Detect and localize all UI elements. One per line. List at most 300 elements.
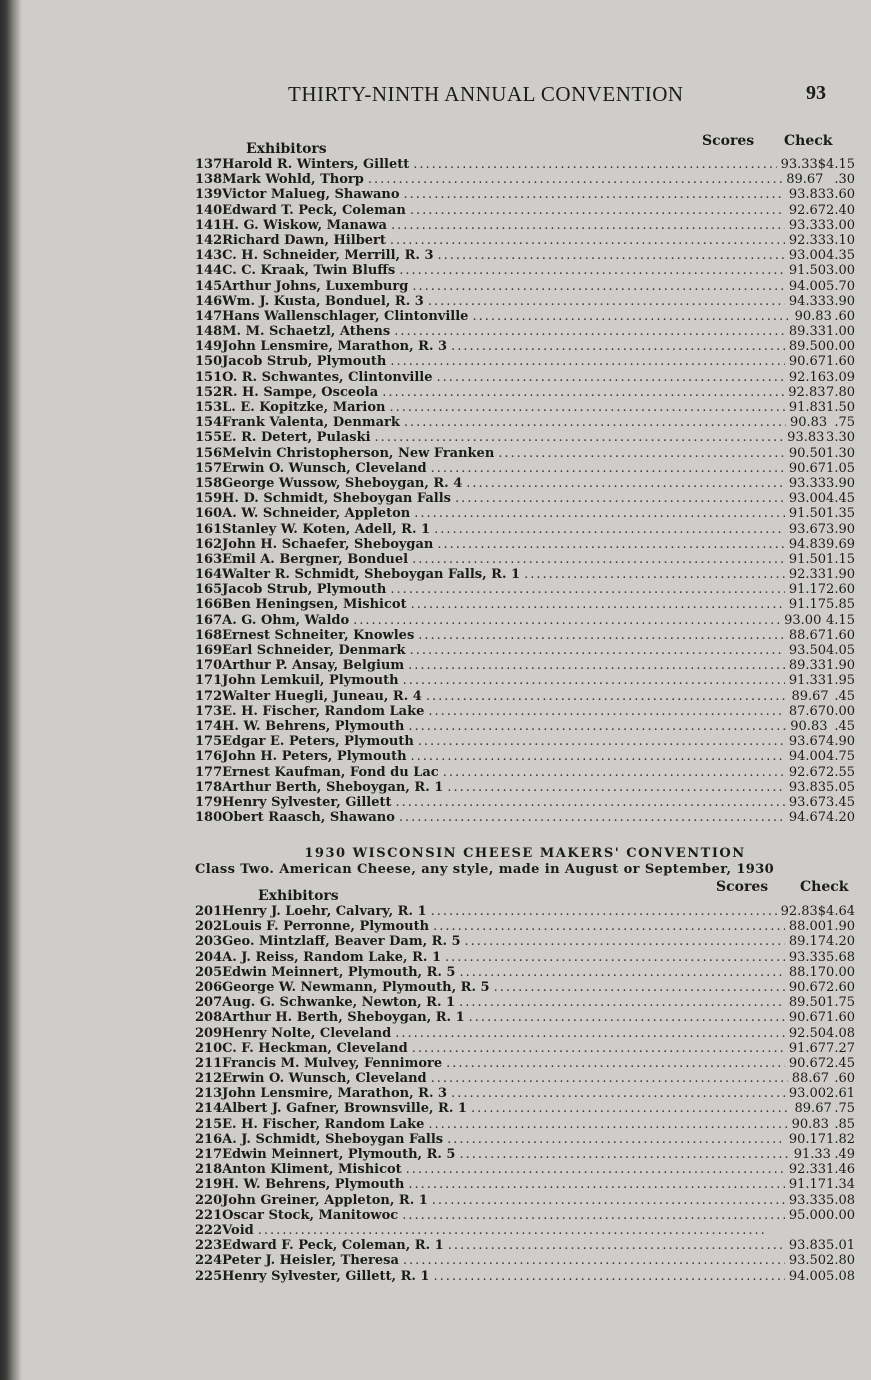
check-amount: 4.45 bbox=[826, 491, 855, 507]
entry-number: 203 bbox=[195, 934, 223, 950]
table-row bbox=[195, 1253, 855, 1268]
exhibitors-header-2: Exhibitors bbox=[258, 888, 339, 904]
entry-number: 151 bbox=[195, 369, 223, 385]
score-value: 91.33 bbox=[793, 1147, 831, 1162]
table-row bbox=[195, 339, 855, 354]
check-amount: 3.00 bbox=[826, 263, 855, 279]
score-value: 89.17 bbox=[788, 934, 827, 950]
table-row bbox=[195, 1147, 855, 1162]
section-subtitle: Class Two. American Cheese, any style, made in August or September, 1930 bbox=[195, 862, 775, 877]
entry-number: 154 bbox=[195, 415, 223, 431]
table-row bbox=[195, 658, 855, 673]
entry-number: 204 bbox=[195, 949, 223, 965]
table-row bbox=[195, 919, 855, 934]
entry-number: 171 bbox=[195, 673, 223, 689]
check-amount: 4.20 bbox=[826, 810, 855, 826]
table-row bbox=[195, 263, 855, 278]
dot-leader bbox=[412, 279, 785, 294]
score-value: 91.33 bbox=[788, 673, 827, 689]
score-value: 92.16 bbox=[788, 369, 827, 385]
check-amount: .45 bbox=[834, 688, 855, 704]
entry-number: 170 bbox=[195, 658, 223, 674]
exhibitor-name: H. G. Wiskow, Manawa bbox=[222, 217, 387, 233]
exhibitor-name: Louis F. Perronne, Plymouth bbox=[222, 919, 430, 935]
dot-leader bbox=[382, 385, 784, 400]
entry-number: 169 bbox=[195, 643, 223, 658]
score-value: 93.83 bbox=[787, 430, 825, 446]
exhibitor-name: Henry Nolte, Cleveland bbox=[222, 1025, 392, 1041]
entry-number: 173 bbox=[195, 703, 223, 719]
exhibitor-name: Void bbox=[222, 1222, 254, 1238]
table-row bbox=[195, 780, 855, 795]
score-value: 94.83 bbox=[788, 536, 827, 552]
table-row bbox=[195, 567, 855, 582]
entry-number: 225 bbox=[195, 1268, 223, 1284]
check-amount: 0.00 bbox=[826, 339, 855, 355]
dot-leader bbox=[411, 597, 785, 612]
table-row bbox=[195, 400, 855, 415]
entry-number: 160 bbox=[195, 506, 223, 522]
entry-number: 162 bbox=[195, 536, 223, 552]
exhibitor-name: Victor Malueg, Shawano bbox=[222, 187, 400, 203]
dot-leader bbox=[494, 980, 785, 995]
dot-leader bbox=[403, 1253, 785, 1268]
table-row bbox=[195, 965, 855, 980]
score-value: 91.17 bbox=[788, 1177, 827, 1193]
entry-number: 221 bbox=[195, 1207, 223, 1223]
score-value: 90.83 bbox=[794, 308, 832, 324]
entry-number: 161 bbox=[195, 521, 223, 537]
check-amount: 5.05 bbox=[826, 779, 855, 795]
entry-number: 206 bbox=[195, 979, 223, 995]
check-amount: .60 bbox=[834, 1071, 855, 1087]
dot-leader bbox=[411, 749, 785, 764]
exhibitor-name: L. E. Kopitzke, Marion bbox=[222, 400, 386, 415]
exhibitor-name: John Lensmire, Marathon, R. 3 bbox=[222, 339, 448, 355]
table-row bbox=[195, 1238, 855, 1253]
score-value: 92.83 bbox=[780, 904, 818, 919]
exhibitor-name: Anton Kliment, Mishicot bbox=[222, 1162, 402, 1178]
table-row bbox=[195, 1269, 855, 1284]
score-value: 90.83 bbox=[790, 718, 828, 734]
dot-leader bbox=[412, 1041, 785, 1056]
dot-leader bbox=[434, 522, 785, 537]
check-amount: 4.75 bbox=[826, 749, 855, 765]
check-amount: .75 bbox=[834, 415, 855, 431]
table-row bbox=[195, 810, 855, 825]
score-value: 93.50 bbox=[788, 643, 827, 658]
check-amount: 0.00 bbox=[826, 1207, 855, 1223]
exhibitor-name: Earl Schneider, Denmark bbox=[222, 643, 406, 658]
exhibitor-name: Jacob Strub, Plymouth bbox=[222, 354, 387, 370]
score-value: 93.33 bbox=[788, 1192, 827, 1208]
exhibitor-name: Henry J. Loehr, Calvary, R. 1 bbox=[222, 904, 427, 919]
dot-leader bbox=[406, 1162, 785, 1177]
exhibitor-name: Edwin Meinnert, Plymouth, R. 5 bbox=[222, 1147, 456, 1162]
score-value: 93.33 bbox=[788, 217, 827, 233]
entry-number: 180 bbox=[195, 810, 223, 826]
table-row bbox=[195, 1071, 855, 1086]
table-row bbox=[195, 950, 855, 965]
exhibitor-name: Stanley W. Koten, Adell, R. 1 bbox=[222, 521, 431, 537]
score-value: 92.83 bbox=[788, 384, 826, 400]
table-row bbox=[195, 1010, 855, 1025]
check-amount: 1.90 bbox=[826, 919, 855, 935]
dot-leader bbox=[394, 324, 785, 339]
check-amount: 1.60 bbox=[826, 627, 855, 643]
dot-leader bbox=[437, 370, 785, 385]
entry-number: 158 bbox=[195, 475, 223, 491]
check-amount: 3.10 bbox=[826, 232, 855, 248]
score-value: 91.50 bbox=[788, 551, 827, 567]
table-row bbox=[195, 643, 855, 658]
dot-leader bbox=[414, 506, 785, 521]
exhibitor-name: Erwin O. Wunsch, Cleveland bbox=[222, 460, 427, 476]
dot-leader bbox=[413, 157, 776, 172]
table-row bbox=[195, 995, 855, 1010]
score-value: 89.50 bbox=[788, 339, 827, 355]
check-amount: 4.15 bbox=[826, 612, 855, 628]
check-amount: 1.46 bbox=[826, 1162, 855, 1178]
check-amount: 5.85 bbox=[826, 597, 855, 613]
table-row bbox=[195, 1223, 855, 1238]
dot-leader bbox=[466, 476, 785, 491]
table-row bbox=[195, 613, 855, 628]
exhibitor-name: Arthur Berth, Sheboygan, R. 1 bbox=[222, 779, 444, 795]
score-value: 94.00 bbox=[788, 278, 827, 294]
check-header-2: Check bbox=[800, 879, 849, 895]
table-row bbox=[195, 354, 855, 369]
score-value: 90.67 bbox=[788, 1010, 827, 1026]
dot-leader bbox=[426, 689, 788, 704]
score-value: 90.83 bbox=[791, 1116, 829, 1132]
check-amount: 3.90 bbox=[826, 521, 855, 537]
table-row bbox=[195, 1086, 855, 1101]
exhibitor-name: H. W. Behrens, Plymouth bbox=[222, 718, 405, 734]
check-amount: .45 bbox=[834, 718, 855, 734]
dot-leader bbox=[472, 309, 790, 324]
dot-leader bbox=[445, 950, 785, 965]
entry-number: 140 bbox=[195, 202, 223, 218]
table-row bbox=[195, 673, 855, 688]
score-value: 93.50 bbox=[788, 1253, 827, 1269]
exhibitor-name: Arthur Johns, Luxemburg bbox=[222, 278, 409, 294]
check-amount: 1.15 bbox=[826, 551, 855, 567]
table-row bbox=[195, 233, 855, 248]
score-value: 94.33 bbox=[788, 293, 827, 309]
dot-leader bbox=[390, 354, 784, 369]
dot-leader bbox=[459, 965, 784, 980]
exhibitor-name: Ernest Schneiter, Knowles bbox=[222, 627, 415, 643]
check-amount: 5.01 bbox=[826, 1238, 855, 1254]
score-value: 91.50 bbox=[788, 263, 827, 279]
entry-number: 153 bbox=[195, 400, 223, 415]
table-row bbox=[195, 795, 855, 810]
exhibitor-name: Richard Dawn, Hilbert bbox=[222, 232, 386, 248]
exhibitor-name: M. M. Schaetzl, Athens bbox=[222, 324, 391, 340]
entry-number: 144 bbox=[195, 263, 223, 279]
check-amount: 1.00 bbox=[826, 324, 855, 340]
exhibitors-header: Exhibitors bbox=[246, 141, 327, 157]
entry-number: 176 bbox=[195, 749, 223, 765]
entry-number: 214 bbox=[195, 1101, 223, 1117]
results-table-1 bbox=[195, 157, 855, 825]
dot-leader bbox=[451, 339, 785, 354]
check-amount: 2.60 bbox=[826, 582, 855, 598]
page-number: 93 bbox=[806, 82, 826, 104]
table-row bbox=[195, 309, 855, 324]
exhibitor-name: John H. Peters, Plymouth bbox=[222, 749, 407, 765]
entry-number: 150 bbox=[195, 354, 223, 370]
table-row bbox=[195, 1208, 855, 1223]
dot-leader bbox=[408, 719, 786, 734]
entry-number: 174 bbox=[195, 718, 223, 734]
exhibitor-name: Walter Huegli, Juneau, R. 4 bbox=[222, 688, 422, 704]
check-amount: 0.00 bbox=[826, 703, 855, 719]
dot-leader bbox=[391, 218, 785, 233]
entry-number: 142 bbox=[195, 232, 223, 248]
score-value: 91.17 bbox=[788, 582, 827, 598]
check-amount: 1.75 bbox=[826, 995, 855, 1011]
dot-leader bbox=[433, 1269, 784, 1284]
table-row bbox=[195, 1177, 855, 1192]
exhibitor-name: Edward T. Peck, Coleman bbox=[222, 202, 406, 218]
check-amount: 4.08 bbox=[826, 1025, 855, 1041]
entry-number: 212 bbox=[195, 1071, 223, 1087]
entry-number: 209 bbox=[195, 1025, 223, 1041]
check-amount: 3.90 bbox=[826, 475, 855, 491]
dot-leader bbox=[447, 1132, 785, 1147]
entry-number: 207 bbox=[195, 995, 223, 1011]
table-row bbox=[195, 1041, 855, 1056]
dot-leader bbox=[448, 1238, 785, 1253]
table-row bbox=[195, 324, 855, 339]
exhibitor-name: A. J. Reiss, Random Lake, R. 1 bbox=[222, 949, 441, 965]
table-row bbox=[195, 719, 855, 734]
table-row bbox=[195, 279, 855, 294]
check-amount: 1.05 bbox=[826, 460, 855, 476]
score-value: 93.83 bbox=[788, 187, 827, 203]
table-row bbox=[195, 415, 855, 430]
exhibitor-name: Walter R. Schmidt, Sheboygan Falls, R. 1 bbox=[222, 567, 521, 583]
dot-leader bbox=[410, 203, 785, 218]
entry-number: 139 bbox=[195, 187, 223, 203]
score-value: 90.67 bbox=[788, 979, 827, 995]
score-value: 89.67 bbox=[786, 172, 824, 188]
check-amount: 9.69 bbox=[826, 536, 855, 552]
dot-leader bbox=[524, 567, 785, 582]
entry-number: 166 bbox=[195, 597, 223, 613]
exhibitor-name: Arthur P. Ansay, Belgium bbox=[222, 658, 405, 674]
check-amount: 3.30 bbox=[826, 430, 855, 446]
score-value: 89.33 bbox=[788, 324, 827, 340]
check-amount: 5.68 bbox=[826, 949, 855, 965]
entry-number: 202 bbox=[195, 919, 223, 935]
dot-leader bbox=[459, 995, 785, 1010]
dot-leader bbox=[389, 400, 784, 415]
table-row bbox=[195, 689, 855, 704]
check-amount: 1.95 bbox=[826, 673, 855, 689]
dot-leader bbox=[410, 643, 785, 658]
score-value: 94.67 bbox=[788, 810, 827, 826]
entry-number: 165 bbox=[195, 582, 223, 598]
section-title: 1930 WISCONSIN CHEESE MAKERS' CONVENTION bbox=[304, 846, 746, 861]
table-row bbox=[195, 1162, 855, 1177]
score-value: 89.33 bbox=[788, 658, 827, 674]
check-amount: 3.45 bbox=[826, 794, 855, 810]
table-row bbox=[195, 1056, 855, 1071]
check-amount: 4.05 bbox=[826, 643, 855, 658]
exhibitor-name: C. H. Schneider, Merrill, R. 3 bbox=[222, 248, 434, 264]
entry-number: 223 bbox=[195, 1238, 223, 1254]
table-row bbox=[195, 749, 855, 764]
exhibitor-name: Francis M. Mulvey, Fennimore bbox=[222, 1055, 443, 1071]
table-row bbox=[195, 980, 855, 995]
check-amount: 0.00 bbox=[826, 964, 855, 980]
exhibitor-name: John H. Schaefer, Sheboygan bbox=[222, 536, 434, 552]
table-row bbox=[195, 582, 855, 597]
exhibitor-name: A. J. Schmidt, Sheboygan Falls bbox=[222, 1131, 444, 1147]
table-row bbox=[195, 704, 855, 719]
entry-number: 163 bbox=[195, 551, 223, 567]
dot-leader bbox=[455, 491, 785, 506]
table-row bbox=[195, 506, 855, 521]
exhibitor-name: H. W. Behrens, Plymouth bbox=[222, 1177, 405, 1193]
check-amount: 5.70 bbox=[826, 278, 855, 294]
entry-number: 159 bbox=[195, 491, 223, 507]
dot-leader bbox=[353, 613, 780, 628]
table-row bbox=[195, 934, 855, 949]
check-amount: 2.61 bbox=[826, 1086, 855, 1102]
entry-number: 167 bbox=[195, 612, 223, 628]
entry-number: 177 bbox=[195, 764, 223, 780]
score-value: 88.67 bbox=[788, 627, 827, 643]
exhibitor-name: Edgar E. Peters, Plymouth bbox=[222, 734, 414, 750]
entry-number: 137 bbox=[195, 157, 223, 172]
score-value: 93.00 bbox=[788, 248, 827, 264]
dot-leader bbox=[469, 1010, 785, 1025]
check-amount: 1.35 bbox=[826, 506, 855, 522]
scores-header-2: Scores bbox=[716, 879, 769, 895]
dot-leader bbox=[408, 1177, 784, 1192]
dot-leader bbox=[368, 172, 782, 187]
entry-number: 148 bbox=[195, 324, 223, 340]
score-value: 93.33 bbox=[788, 949, 827, 965]
check-amount: 1.82 bbox=[826, 1131, 855, 1147]
table-row bbox=[195, 203, 855, 218]
score-value: 93.67 bbox=[788, 794, 827, 810]
dot-leader bbox=[471, 1101, 791, 1116]
entry-number: 218 bbox=[195, 1162, 223, 1178]
check-amount: 1.30 bbox=[826, 445, 855, 461]
exhibitor-name: Melvin Christopherson, New Franken bbox=[222, 445, 495, 461]
table-row bbox=[195, 461, 855, 476]
dot-leader bbox=[412, 552, 785, 567]
table-row bbox=[195, 248, 855, 263]
table-row bbox=[195, 597, 855, 612]
score-value: 92.33 bbox=[788, 232, 827, 248]
score-value: 89.67 bbox=[794, 1101, 832, 1117]
exhibitor-name: Henry Sylvester, Gillett bbox=[222, 794, 392, 810]
score-value: 90.83 bbox=[789, 415, 828, 431]
dot-leader bbox=[403, 673, 785, 688]
check-amount: .75 bbox=[834, 1101, 855, 1117]
entry-number: 219 bbox=[195, 1177, 223, 1193]
score-value: 93.67 bbox=[788, 734, 827, 750]
exhibitor-name: A. W. Schneider, Appleton bbox=[222, 506, 411, 522]
entry-number: 220 bbox=[195, 1192, 223, 1208]
exhibitor-name: Hans Wallenschlager, Clintonville bbox=[222, 308, 469, 324]
exhibitor-name: Wm. J. Kusta, Bonduel, R. 3 bbox=[222, 293, 424, 309]
exhibitor-name: Peter J. Heisler, Theresa bbox=[222, 1253, 399, 1269]
table-row bbox=[195, 491, 855, 506]
table-row bbox=[195, 187, 855, 202]
exhibitor-name: Ben Heningsen, Mishicot bbox=[222, 597, 407, 613]
exhibitor-name: E. R. Detert, Pulaski bbox=[222, 430, 371, 446]
dot-leader bbox=[396, 795, 785, 810]
table-row bbox=[195, 765, 855, 780]
entry-number: 217 bbox=[195, 1147, 223, 1162]
score-value: 92.50 bbox=[788, 1025, 827, 1041]
exhibitor-name: Albert J. Gafner, Brownsville, R. 1 bbox=[222, 1101, 467, 1117]
entry-number: 210 bbox=[195, 1040, 223, 1056]
table-row bbox=[195, 1117, 855, 1132]
table-row bbox=[195, 1132, 855, 1147]
table-row bbox=[195, 385, 855, 400]
table-row bbox=[195, 522, 855, 537]
dot-leader bbox=[433, 919, 785, 934]
check-amount: 2.80 bbox=[826, 1253, 855, 1269]
exhibitor-name: C. F. Heckman, Cleveland bbox=[222, 1040, 408, 1056]
check-amount: 4.90 bbox=[826, 734, 855, 750]
check-amount: .60 bbox=[834, 308, 855, 324]
check-amount: 3.60 bbox=[826, 187, 855, 203]
check-amount: $4.64 bbox=[817, 904, 855, 919]
entry-number: 178 bbox=[195, 779, 223, 795]
check-amount: 3.00 bbox=[826, 217, 855, 233]
entry-number: 222 bbox=[195, 1222, 223, 1238]
entry-number: 224 bbox=[195, 1253, 223, 1269]
dot-leader bbox=[447, 780, 785, 795]
dot-leader bbox=[431, 1071, 788, 1086]
check-amount: 2.55 bbox=[826, 764, 855, 780]
dot-leader bbox=[431, 904, 777, 919]
exhibitor-name: Obert Raasch, Shawano bbox=[222, 810, 395, 826]
score-value: 93.83 bbox=[788, 779, 827, 795]
dot-leader bbox=[459, 1147, 789, 1162]
entry-number: 168 bbox=[195, 627, 223, 643]
check-amount: 1.34 bbox=[826, 1177, 855, 1193]
dot-leader bbox=[404, 415, 786, 430]
entry-number: 172 bbox=[195, 688, 223, 704]
entry-number: 146 bbox=[195, 293, 223, 309]
score-value: 87.67 bbox=[788, 703, 827, 719]
dot-leader bbox=[399, 263, 785, 278]
dot-leader bbox=[404, 187, 785, 202]
dot-leader bbox=[418, 628, 785, 643]
check-amount: .30 bbox=[834, 172, 855, 188]
table-row bbox=[195, 430, 855, 445]
dot-leader bbox=[408, 658, 785, 673]
check-amount: 7.80 bbox=[826, 384, 855, 400]
check-amount: .85 bbox=[834, 1116, 855, 1132]
check-amount: 1.90 bbox=[826, 658, 855, 674]
dot-leader bbox=[432, 1193, 785, 1208]
score-value: 92.33 bbox=[788, 1162, 827, 1178]
dot-leader bbox=[443, 765, 785, 780]
table-row bbox=[195, 1193, 855, 1208]
results-table-2 bbox=[195, 904, 855, 1284]
